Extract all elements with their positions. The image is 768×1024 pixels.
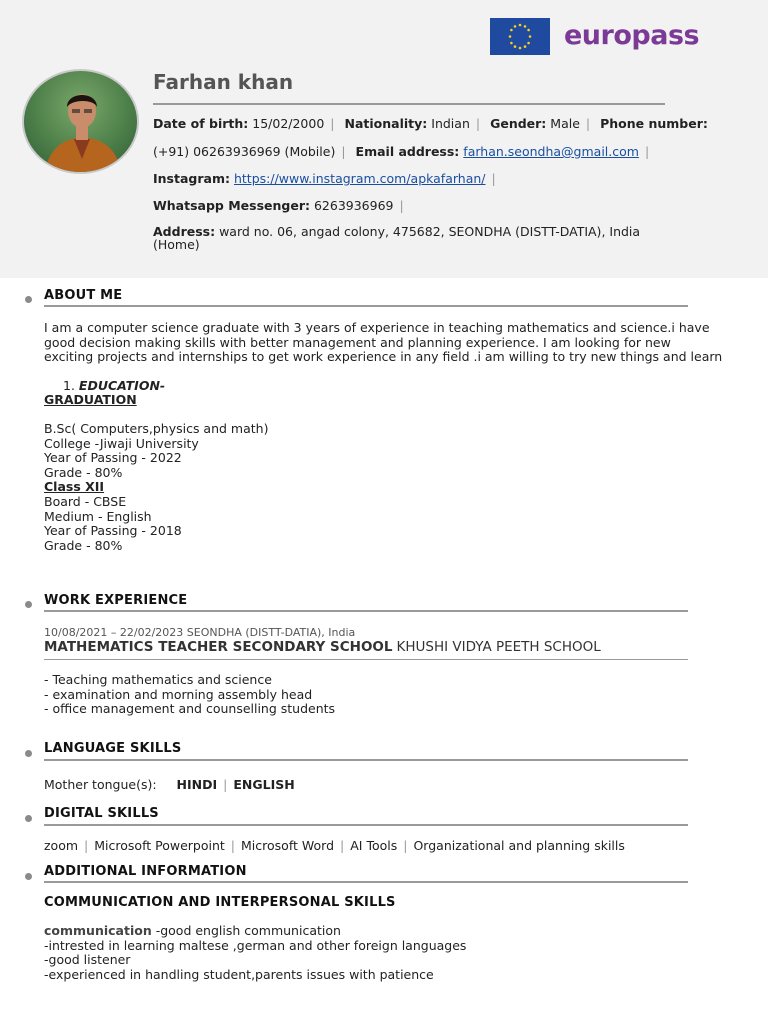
eu-flag-icon — [490, 18, 550, 55]
language-item: HINDI — [176, 777, 218, 792]
section-bullet — [25, 873, 32, 880]
instagram-label: Instagram: — [153, 171, 230, 186]
phone-value: (+91) 06263936969 (Mobile) — [153, 144, 336, 159]
address-value: ward no. 06, angad colony, 475682, SEONDHA (DISTT-DATIA), India — [219, 224, 641, 239]
dob-value: 15/02/2000 — [252, 116, 325, 131]
language-divider — [44, 759, 688, 761]
language-item: ENGLISH — [233, 777, 295, 792]
list-item: Grade - 80% — [44, 537, 123, 553]
additional-divider — [44, 881, 688, 883]
digital-divider — [44, 824, 688, 826]
name-divider — [153, 103, 665, 105]
job-title: MATHEMATICS TEACHER SECONDARY SCHOOL — [44, 639, 393, 655]
list-item: Grade - 80% — [44, 464, 123, 480]
skill-item: Microsoft Powerpoint — [94, 838, 225, 853]
skill-item: Microsoft Word — [241, 838, 335, 853]
instagram-link[interactable]: https://www.instagram.com/apkafarhan/ — [233, 171, 486, 186]
email-link[interactable]: farhan.seondha@gmail.com — [463, 144, 639, 159]
list-item: Year of Passing - 2022 — [44, 450, 182, 466]
digital-skills-list: zoom | Microsoft Powerpoint | Microsoft Word | AI Tools | Organizational and planning skills — [44, 838, 625, 853]
skill-item: AI Tools — [350, 838, 398, 853]
job-meta: 10/08/2021 – 22/02/2023 SEONDHA (DISTT-DATIA), India — [44, 626, 356, 639]
personal-info-line-2: (+91) 06263936969 (Mobile) | Email address: farhan.seondha@gmail.com | — [153, 144, 650, 159]
graduation-details — [44, 422, 268, 553]
email-label: Email address: — [355, 144, 460, 159]
list-item: - examination and morning assembly head — [44, 686, 313, 702]
personal-info-line-1: Date of birth: 15/02/2000 | Nationality: Indian | Gender: Male | Phone number: — [153, 116, 708, 131]
europass-wordmark: europass — [564, 20, 700, 52]
list-item: -good listener — [44, 952, 131, 968]
about-text — [44, 321, 722, 365]
list-item: -intrested in learning maltese ,german and other foreign languages — [44, 937, 467, 953]
personal-info-line-4: Whatsapp Messenger: 6263936969 | — [153, 198, 404, 213]
list-item: Board - CBSE — [44, 493, 127, 509]
graduation-heading: GRADUATION — [44, 392, 137, 407]
skill-item: Organizational and planning skills — [413, 838, 625, 853]
address-label: Address: — [153, 224, 216, 239]
class-xii-heading: Class XII — [44, 479, 105, 495]
list-item: - Teaching mathematics and science — [44, 672, 272, 687]
mother-tongue-line: Mother tongue(s): HINDI | ENGLISH — [44, 777, 295, 792]
section-bullet — [25, 750, 32, 757]
about-line: good decision making skills with better management and planning experience. I am looking for new — [44, 334, 671, 350]
skill-item: zoom — [44, 838, 79, 853]
europass-logo[interactable] — [490, 18, 699, 55]
list-item: College -Jiwaji University — [44, 435, 199, 451]
work-title: WORK EXPERIENCE — [44, 593, 188, 608]
cv-header — [0, 0, 768, 278]
mother-tongue-label: Mother tongue(s): — [44, 777, 157, 792]
list-item: B.Sc( Computers,physics and math) — [44, 421, 269, 436]
gender-value: Male — [550, 116, 580, 131]
job-organization: KHUSHI VIDYA PEETH SCHOOL — [396, 639, 601, 655]
communication-details: communication -good english communication -intrested in learning maltese ,german and other foreign languages -good listener -experienced in handling student,parents issues with patience — [44, 923, 467, 982]
list-item: -experienced in handling student,parents issues with patience — [44, 966, 434, 982]
list-item: Medium - English — [44, 508, 152, 524]
section-bullet — [25, 601, 32, 608]
address-type: (Home) — [153, 237, 200, 252]
work-divider — [44, 610, 688, 612]
list-item: - office management and counselling students — [44, 701, 336, 717]
additional-title: ADDITIONAL INFORMATION — [44, 864, 247, 879]
list-item: Year of Passing - 2018 — [44, 523, 182, 539]
about-divider — [44, 305, 688, 307]
education-heading: 1. EDUCATION- — [63, 378, 166, 393]
phone-label: Phone number: — [600, 116, 708, 131]
whatsapp-label: Whatsapp Messenger: — [153, 198, 310, 213]
gender-label: Gender: — [490, 116, 547, 131]
dob-label: Date of birth: — [153, 116, 249, 131]
language-title: LANGUAGE SKILLS — [44, 741, 182, 756]
nationality-value: Indian — [431, 116, 470, 131]
job-duties — [44, 673, 335, 717]
profile-photo — [22, 69, 139, 174]
digital-title: DIGITAL SKILLS — [44, 806, 159, 821]
personal-info-line-3: Instagram: https://www.instagram.com/apkafarhan/ | — [153, 171, 496, 186]
person-name: Farhan khan — [153, 70, 294, 94]
nationality-label: Nationality: — [344, 116, 428, 131]
job-divider — [44, 659, 688, 660]
about-line: I am a computer science graduate with 3 years of experience in teaching mathematics and science.i have — [44, 320, 710, 335]
about-title: ABOUT ME — [44, 288, 123, 303]
section-bullet — [25, 815, 32, 822]
address-line — [153, 224, 640, 239]
about-line: exciting projects and internships to get work experience in any field .i am willing to try new things and learn — [44, 349, 723, 365]
whatsapp-value: 6263936969 — [313, 198, 394, 213]
communication-subtitle: COMMUNICATION AND INTERPERSONAL SKILLS — [44, 895, 396, 910]
section-bullet — [25, 296, 32, 303]
job-heading — [44, 640, 601, 655]
